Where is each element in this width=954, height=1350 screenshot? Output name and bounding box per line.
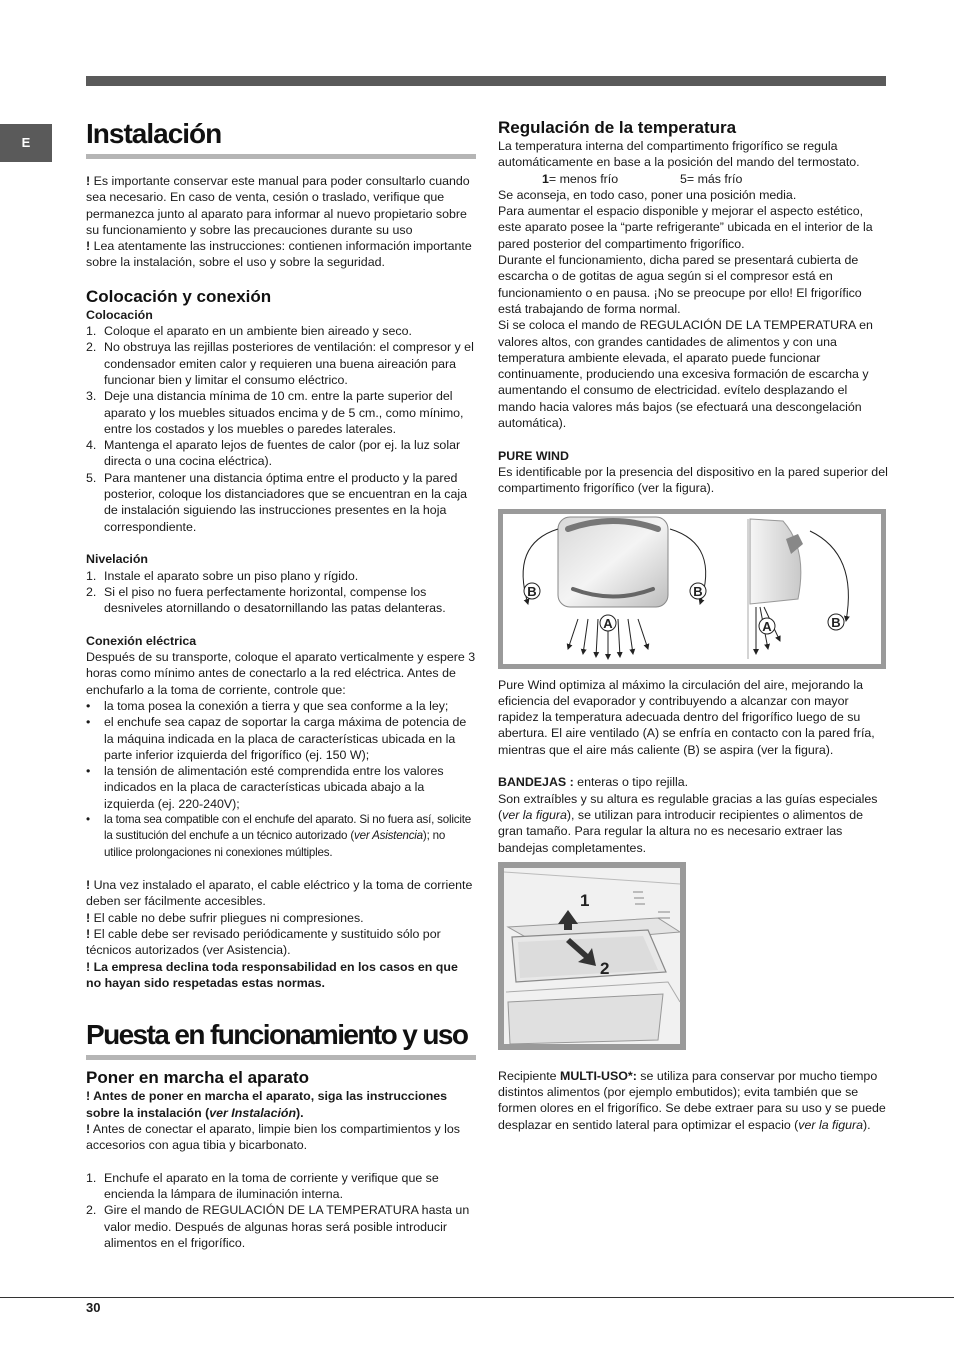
poner-list [86, 1170, 476, 1251]
regulacion-p2: Para aumentar el espacio disponible y mejorar el aspecto estético, este aparato posee la “parte refrigerante” ubicada en el interior de la pared posterior del compartimento frigorífico. [498, 204, 873, 251]
conexion-intro: Después de su transporte, coloque el aparato verticalmente y espere 3 horas como mínimo antes de conectarlo a la red eléctrica. Antes de enchufarlo a la toma de corriente, controle que: [86, 650, 476, 697]
regulacion-p4: Si se coloca el mando de REGULACIÓN DE LA TEMPERATURA en valores altos, con grandes cantidades de alimentos y con una temperatura ambiente elevada, el aparato puede funcionar continuamente, produciendo una excesiva formación de escarcha y aumentando el consumo de electricidad. evítelo desplazando el mando hacia valores más bajos (se efectuará una descongelación automática). [498, 318, 873, 431]
regulacion-p1: Se aconseja, en todo caso, poner una posición media. [498, 187, 797, 202]
svg-text:2: 2 [600, 958, 610, 978]
poner-warning-2: ! Antes de conectar el aparato, limpie bien los compartimientos y los accesorios con agua tibia y bicarbonato. [86, 1121, 460, 1153]
svg-text:B: B [693, 583, 703, 599]
section-title-instalacion: Instalación [86, 118, 222, 149]
subheading-nivelacion: Nivelación [86, 552, 148, 567]
shelf-illustration [498, 862, 686, 1050]
subheading-colocacion: Colocación [86, 307, 153, 322]
title-rule [86, 154, 476, 159]
list-item: 2. Gire el mando de REGULACIÓN DE LA TEMPERATURA hasta un valor medio. Después de algunas horas será posible introducir alimentos en el frigorífico. [86, 1203, 470, 1250]
subheading-conexion-electrica: Conexión eléctrica [86, 633, 197, 648]
disclaimer: ! La empresa declina toda responsabilidad en los casos en que no hayan sido respetadas estas normas. [86, 959, 458, 990]
bandejas-text: Son extraíbles y su altura es regulable gracias a las guías especiales (ver la figura), se utilizan para introducir recipientes o alimentos de gran tamaño. Para regular la altura no es necesario extraer las bandejas completamentes. [498, 791, 878, 855]
heading-poner-en-marcha: Poner en marcha el aparato [86, 1068, 309, 1088]
svg-text:B: B [831, 614, 841, 630]
regulacion-p3: Durante el funcionamiento, dicha pared se presentará cubierta de escarcha o de gotitas de agua según si el compresor está en funcionamiento o en pausa. ¡No se preocupe por ello! El frigorífico está trabajando de forma normal. [498, 253, 862, 316]
warning-3: ! El cable debe ser revisado periódicamente y sustituido sólo por técnicos autorizados (ver Asistencia). [86, 927, 441, 958]
shelf-figure [498, 862, 686, 1050]
footer-rule [0, 1297, 954, 1298]
title-rule [86, 1055, 476, 1060]
right-column [498, 116, 888, 1133]
regulacion-intro: La temperatura interna del compartimento frigorífico se regula automáticamente en base a la posición del mando del termostato. [498, 139, 860, 170]
intro-paragraph-2: ! Lea atentamente las instrucciones: contienen información importante sobre la instalación, sobre el uso y sobre la seguridad. [86, 239, 472, 270]
poner-warning-1: ! Antes de poner en marcha el aparato, siga las instrucciones sobre la instalación (ver Instalación). [86, 1089, 448, 1120]
heading-colocacion-conexion: Colocación y conexión [86, 286, 272, 306]
list-item: 1. Enchufe el aparato en la toma de corriente y verifique que se encienda la lámpara de iluminación interna. [86, 1170, 439, 1202]
list-item: • la tensión de alimentación esté comprendida entre los valores indicados en la placa de características ubicada abajo a la izquierda (ej. 220-240V); [86, 764, 444, 811]
list-item: 2. No obstruya las rejillas posteriores de ventilación: el compresor y el condensador emiten calor y requieren una buena aireación para funcionar bien y limitar el consumo eléctrico. [86, 340, 474, 387]
svg-text:1: 1 [580, 890, 590, 910]
pure-wind-figure [498, 509, 886, 669]
warning-1: ! Una vez instalado el aparato, el cable eléctrico y la toma de corriente deben ser fácilmente accesibles. [86, 878, 473, 909]
warning-2: ! El cable no debe sufrir pliegues ni compresiones. [86, 910, 364, 925]
list-item: • la toma posea la conexión a tierra y que sea conforme a la ley; [86, 698, 449, 713]
colocacion-list [86, 323, 476, 535]
svg-text:B: B [527, 583, 537, 599]
top-rule [86, 76, 886, 86]
list-item: • la toma sea compatible con el enchufe del aparato. Si no fuera así, solicite la sustitución del enchufe a un técnico autorizado (ver Asistencia); no utilice prolongaciones ni conexiones múltiples. [86, 812, 471, 859]
svg-text:A: A [603, 615, 613, 631]
section-title-puesta: Puesta en funcionamiento y uso [86, 1019, 468, 1051]
pure-wind-text: Es identificable por la presencia del dispositivo en la pared superior del compartimento frigorífico (ver la figura). [498, 464, 888, 496]
intro-paragraph-1: ! Es importante conservar este manual para poder consultarlo cuando sea necesario. En caso de venta, cesión o traslado, verifique que permanezca junto al aparato para informar al nuevo propietario sobre su funcionamiento y sobre las precauciones durante su uso [86, 174, 470, 237]
list-item: • el enchufe sea capaz de soportar la carga máxima de potencia de la máquina indicada en la placa de características ubicada en la parte inferior izquierda del frigorífico (ej. 150 W); [86, 715, 467, 762]
multiuso-text: Recipiente MULTI-USO*: se utiliza para conservar por mucho tiempo distintos alimentos (por ejemplo embutidos); evita también que se formen olores en el frigorífico. Se debe extraer para su uso y se puede desplazar en sentido lateral para optimizar el espacio (ver la figura). [498, 1068, 886, 1132]
subheading-pure-wind: PURE WIND [498, 448, 569, 463]
pure-wind-illustration [498, 509, 886, 669]
pure-wind-description: Pure Wind optimiza al máximo la circulación del aire, mejorando la eficiencia del evaporador y contribuyendo a alcanzar con mayor rapidez la temperatura adecuada dentro del frigorífico luego de su abertura. El aire ventilado (A) se enfría en contacto con la pared fría, mientras que el aire más caliente (B) se aspira (ver la figura). [498, 677, 875, 757]
list-item: 3. Deje una distancia mínima de 10 cm. entre la parte superior del aparato y los muebles situados encima y de 5 cm., como mínimo, entre los costados y los muebles o paredes laterales. [86, 389, 464, 436]
conexion-list [86, 698, 476, 861]
heading-regulacion: Regulación de la temperatura [498, 118, 737, 137]
left-column [86, 116, 476, 1251]
list-item: 2. Si el piso no fuera perfectamente horizontal, compense los desniveles atornillando o desatornillando las patas delanteras. [86, 584, 446, 616]
list-item: 1. Instale el aparato sobre un piso plano y rígido. [86, 568, 359, 583]
list-item: 4. Mantenga el aparato lejos de fuentes de calor (por ej. la luz solar directa o una cocina eléctrica). [86, 438, 461, 469]
language-tab: E [0, 124, 52, 162]
nivelacion-list [86, 568, 476, 617]
list-item: 1. Coloque el aparato en un ambiente bien aireado y seco. [86, 324, 412, 339]
svg-text:A: A [762, 618, 772, 634]
page-number: 30 [86, 1300, 101, 1315]
list-item: 5. Para mantener una distancia óptima entre el producto y la pared posterior, coloque los distanciadores que se encuentran en la caja de instalación siguiendo las instrucciones presentes en la hoja correspondiente. [86, 470, 468, 534]
temperature-scale: 1= menos frío 5= más frío [542, 171, 743, 186]
bandejas-label: BANDEJAS : enteras o tipo rejilla. [498, 775, 689, 790]
